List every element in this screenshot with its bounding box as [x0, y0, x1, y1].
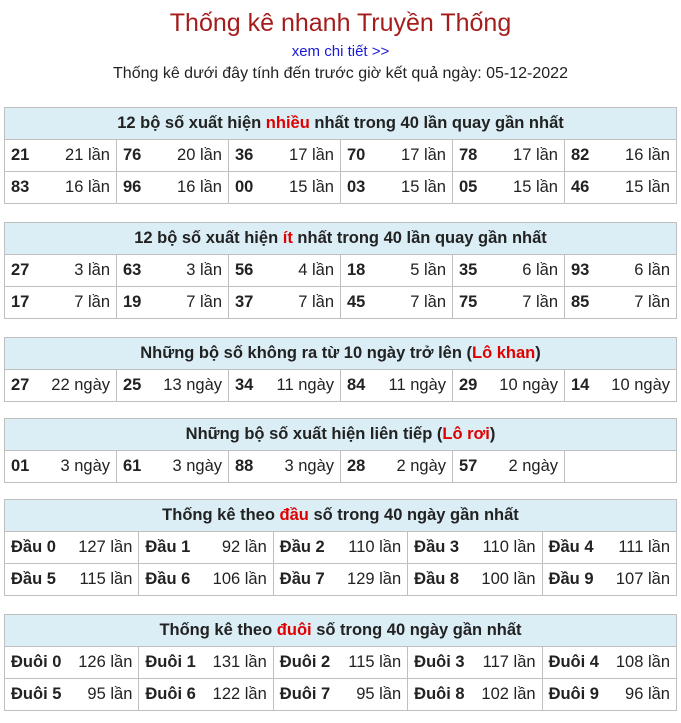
view-details-link[interactable]: xem chi tiết >>: [291, 43, 390, 60]
stat-cell: [139, 532, 273, 564]
stat-count: 108 lần: [615, 653, 670, 671]
stat-number: Đầu 0: [11, 538, 56, 556]
stat-number: 19: [123, 293, 142, 311]
stat-cell: [542, 564, 676, 596]
stat-count: 96 lần: [625, 685, 670, 703]
stat-number: 70: [347, 146, 366, 164]
stat-count: 6 lần: [634, 261, 670, 279]
stat-count: 122 lần: [212, 685, 267, 703]
stat-cell: [453, 255, 565, 287]
stat-cell: [341, 140, 453, 172]
table-row: [5, 679, 677, 711]
stat-cell: [565, 370, 677, 402]
stat-cell: [229, 370, 341, 402]
stat-number: Đuôi 5: [11, 685, 62, 703]
header-text: 12 bộ số xuất hiện: [134, 229, 283, 247]
stat-cell: [453, 370, 565, 402]
stat-count: 17 lần: [401, 146, 446, 164]
stat-cell: [273, 532, 407, 564]
stat-count: 7 lần: [410, 293, 446, 311]
table-row: [5, 255, 677, 287]
stat-cell: [453, 451, 565, 483]
lo-khan-table: [4, 337, 677, 402]
stat-count: 129 lần: [347, 570, 402, 588]
page-title: Thống kê nhanh Truyền Thống: [169, 9, 512, 37]
stat-count: 20 lần: [177, 146, 222, 164]
stat-number: 28: [347, 457, 366, 475]
header-text: Những bộ số không ra từ 10 ngày trở lên (: [140, 344, 472, 362]
stat-number: 27: [11, 261, 30, 279]
header-text: ): [535, 344, 541, 362]
stat-number: Đầu 2: [279, 538, 325, 556]
stat-count: 110 lần: [348, 538, 402, 556]
table-row: [5, 140, 677, 172]
stat-number: 85: [571, 293, 590, 311]
stat-number: 63: [123, 261, 142, 279]
stat-cell: [139, 647, 273, 679]
stat-cell: [229, 172, 341, 204]
stat-count: 95 lần: [356, 685, 402, 703]
stat-cell: [565, 287, 677, 319]
stat-number: 57: [459, 457, 478, 475]
stat-count: 2 ngày: [396, 457, 446, 475]
stat-count: 126 lần: [78, 653, 133, 671]
stat-cell: [453, 140, 565, 172]
stat-cell: [5, 140, 117, 172]
most-frequent-table: [4, 107, 677, 204]
stat-number: 18: [347, 261, 366, 279]
stat-number: 25: [123, 376, 142, 394]
stat-count: 2 ngày: [508, 457, 558, 475]
stat-cell: [408, 564, 542, 596]
stat-cell: [453, 287, 565, 319]
stat-cell: [117, 287, 229, 319]
least-frequent-table: [4, 222, 677, 319]
stat-cell: [5, 451, 117, 483]
stat-count: 7 lần: [634, 293, 670, 311]
stat-count: 7 lần: [522, 293, 558, 311]
stat-count: 15 lần: [513, 178, 558, 196]
table-row: [5, 172, 677, 204]
stat-cell: [273, 679, 407, 711]
header-text: số trong 40 ngày gần nhất: [311, 621, 522, 639]
stat-count: 106 lần: [212, 570, 267, 588]
stat-cell: [139, 679, 273, 711]
stat-count: 6 lần: [522, 261, 558, 279]
stat-number: 37: [235, 293, 254, 311]
stat-number: 14: [571, 376, 590, 394]
section-header: [5, 108, 677, 140]
stat-number: 03: [347, 178, 366, 196]
header-highlight: đuôi: [276, 621, 312, 639]
stat-number: 84: [347, 376, 366, 394]
stat-number: Đuôi 0: [11, 653, 62, 671]
stat-count: 107 lần: [615, 570, 670, 588]
header-highlight: Lô khan: [471, 344, 536, 362]
section-header: [5, 500, 677, 532]
stat-count: 111 lần: [618, 538, 670, 556]
section-header: [5, 338, 677, 370]
stat-count: 17 lần: [513, 146, 558, 164]
stat-count: 131 lần: [212, 653, 267, 671]
stat-cell: [5, 172, 117, 204]
table-row: [5, 451, 677, 483]
stat-number: Đuôi 7: [279, 685, 331, 703]
stat-count: 11 ngày: [276, 376, 334, 394]
stat-number: 35: [459, 261, 478, 279]
table-row: [5, 647, 677, 679]
stat-cell: [117, 172, 229, 204]
stat-number: Đuôi 9: [548, 685, 599, 703]
header-text: 12 bộ số xuất hiện: [117, 114, 266, 132]
stat-cell: [5, 679, 139, 711]
stat-count: 16 lần: [177, 178, 222, 196]
stat-count: 117 lần: [482, 653, 536, 671]
stat-cell: [341, 255, 453, 287]
stat-cell: [5, 532, 139, 564]
stat-cell: [341, 451, 453, 483]
stat-cell: [453, 172, 565, 204]
stat-number: Đuôi 6: [145, 685, 196, 703]
page-subtitle: Thống kê dưới đây tính đến trước giờ kết quả ngày: 05-12-2022: [113, 65, 568, 82]
stat-number: 61: [123, 457, 142, 475]
stat-count: 115 lần: [348, 653, 402, 671]
stat-number: Đuôi 2: [279, 653, 331, 671]
stat-count: 13 ngày: [163, 376, 222, 394]
table-row: [5, 287, 677, 319]
stat-number: 45: [347, 293, 366, 311]
stat-number: Đầu 1: [145, 538, 191, 556]
header-text: ): [489, 425, 496, 443]
stat-number: Đầu 5: [11, 570, 56, 588]
stat-count: 110 lần: [482, 538, 536, 556]
stat-count: 100 lần: [481, 570, 536, 588]
stat-number: 36: [235, 146, 254, 164]
stat-number: Đầu 7: [279, 570, 325, 588]
stat-cell: [117, 140, 229, 172]
stat-count: 92 lần: [221, 538, 267, 556]
stat-cell: [229, 451, 341, 483]
stat-count: 115 lần: [79, 570, 133, 588]
stat-number: 21: [11, 146, 30, 164]
stat-cell: [5, 647, 139, 679]
header-text: nhất trong 40 lần quay gần nhất: [309, 114, 564, 132]
stat-cell: [341, 287, 453, 319]
stat-number: 00: [235, 178, 254, 196]
stat-number: 34: [235, 376, 254, 394]
lo-roi-table: [4, 418, 677, 483]
stat-number: 29: [459, 376, 478, 394]
table-row: [5, 532, 677, 564]
stat-count: 22 ngày: [51, 376, 110, 394]
stat-count: 16 lần: [625, 146, 670, 164]
stat-number: Đuôi 3: [414, 653, 465, 671]
stat-count: 95 lần: [87, 685, 133, 703]
header-highlight: nhiều: [265, 114, 310, 132]
section-header: [5, 615, 677, 647]
stat-cell: [565, 255, 677, 287]
stat-cell: [542, 532, 676, 564]
stat-number: 88: [235, 457, 254, 475]
stat-count: 3 lần: [186, 261, 222, 279]
stat-count: 17 lần: [289, 146, 334, 164]
stat-number: 56: [235, 261, 254, 279]
header-highlight: Lô rơi: [442, 425, 490, 443]
stat-count: 15 lần: [401, 178, 446, 196]
stat-number: 82: [571, 146, 590, 164]
stat-cell: [408, 679, 542, 711]
stat-count: 11 ngày: [388, 376, 446, 394]
stat-count: 10 ngày: [499, 376, 558, 394]
header-highlight: ít: [282, 229, 293, 247]
stat-count: 15 lần: [625, 178, 670, 196]
header-text: Thống kê theo: [159, 621, 277, 639]
stat-number: Đầu 9: [548, 570, 594, 588]
stat-cell: [565, 140, 677, 172]
stat-number: 96: [123, 178, 142, 196]
header-text: Thống kê theo: [162, 506, 280, 524]
stat-cell: [273, 564, 407, 596]
stat-number: Đầu 4: [548, 538, 594, 556]
stat-count: 4 lần: [298, 261, 334, 279]
stat-cell: [341, 172, 453, 204]
head-digit-table: [4, 499, 677, 596]
stat-number: Đầu 6: [145, 570, 191, 588]
stat-count: 16 lần: [65, 178, 110, 196]
section-header: [5, 223, 677, 255]
stat-count: 127 lần: [78, 538, 133, 556]
stat-count: 15 lần: [289, 178, 334, 196]
stat-number: 76: [123, 146, 142, 164]
stat-cell: [117, 451, 229, 483]
stat-cell: [139, 564, 273, 596]
stat-count: 3 ngày: [284, 457, 334, 475]
header-text: nhất trong 40 lần quay gần nhất: [292, 229, 547, 247]
stat-number: 01: [11, 457, 30, 475]
stat-count: 21 lần: [65, 146, 110, 164]
stat-number: 17: [11, 293, 30, 311]
stat-cell: [117, 255, 229, 287]
header-text: Những bộ số xuất hiện liên tiếp (: [185, 425, 443, 443]
header-highlight: đầu: [279, 506, 309, 524]
stat-number: 93: [571, 261, 590, 279]
stat-cell: [273, 647, 407, 679]
stat-number: Đuôi 1: [145, 653, 196, 671]
stat-number: Đầu 3: [414, 538, 460, 556]
stat-cell: [5, 255, 117, 287]
table-row: [5, 370, 677, 402]
stat-cell: [341, 370, 453, 402]
stat-cell: [5, 370, 117, 402]
stat-count: 3 lần: [74, 261, 110, 279]
section-header: [5, 419, 677, 451]
stat-cell: [229, 255, 341, 287]
stat-count: 10 ngày: [611, 376, 670, 394]
stat-cell: [408, 532, 542, 564]
stat-cell: [408, 647, 542, 679]
stat-count: 3 ngày: [172, 457, 222, 475]
tail-digit-table: [4, 614, 677, 711]
table-row: [5, 564, 677, 596]
stat-count: 7 lần: [186, 293, 222, 311]
stat-count: 7 lần: [298, 293, 334, 311]
page-header: [0, 0, 681, 84]
stat-number: Đầu 8: [414, 570, 460, 588]
stat-count: 5 lần: [410, 261, 446, 279]
stat-cell: [542, 647, 676, 679]
header-text: số trong 40 ngày gần nhất: [308, 506, 519, 524]
stat-cell: [542, 679, 676, 711]
stat-cell: [117, 370, 229, 402]
stat-cell: [565, 172, 677, 204]
stat-number: Đuôi 4: [548, 653, 599, 671]
stat-count: 7 lần: [74, 293, 110, 311]
stat-number: 46: [571, 178, 590, 196]
stat-count: 102 lần: [481, 685, 536, 703]
stat-number: 75: [459, 293, 478, 311]
stat-number: 78: [459, 146, 478, 164]
stat-cell: [229, 287, 341, 319]
stat-cell: [229, 140, 341, 172]
stat-number: Đuôi 8: [414, 685, 465, 703]
stat-count: 3 ngày: [60, 457, 110, 475]
stat-number: 83: [11, 178, 30, 196]
empty-cell: [565, 451, 677, 483]
stat-cell: [5, 287, 117, 319]
stat-cell: [5, 564, 139, 596]
stat-number: 05: [459, 178, 478, 196]
stat-number: 27: [11, 376, 30, 394]
